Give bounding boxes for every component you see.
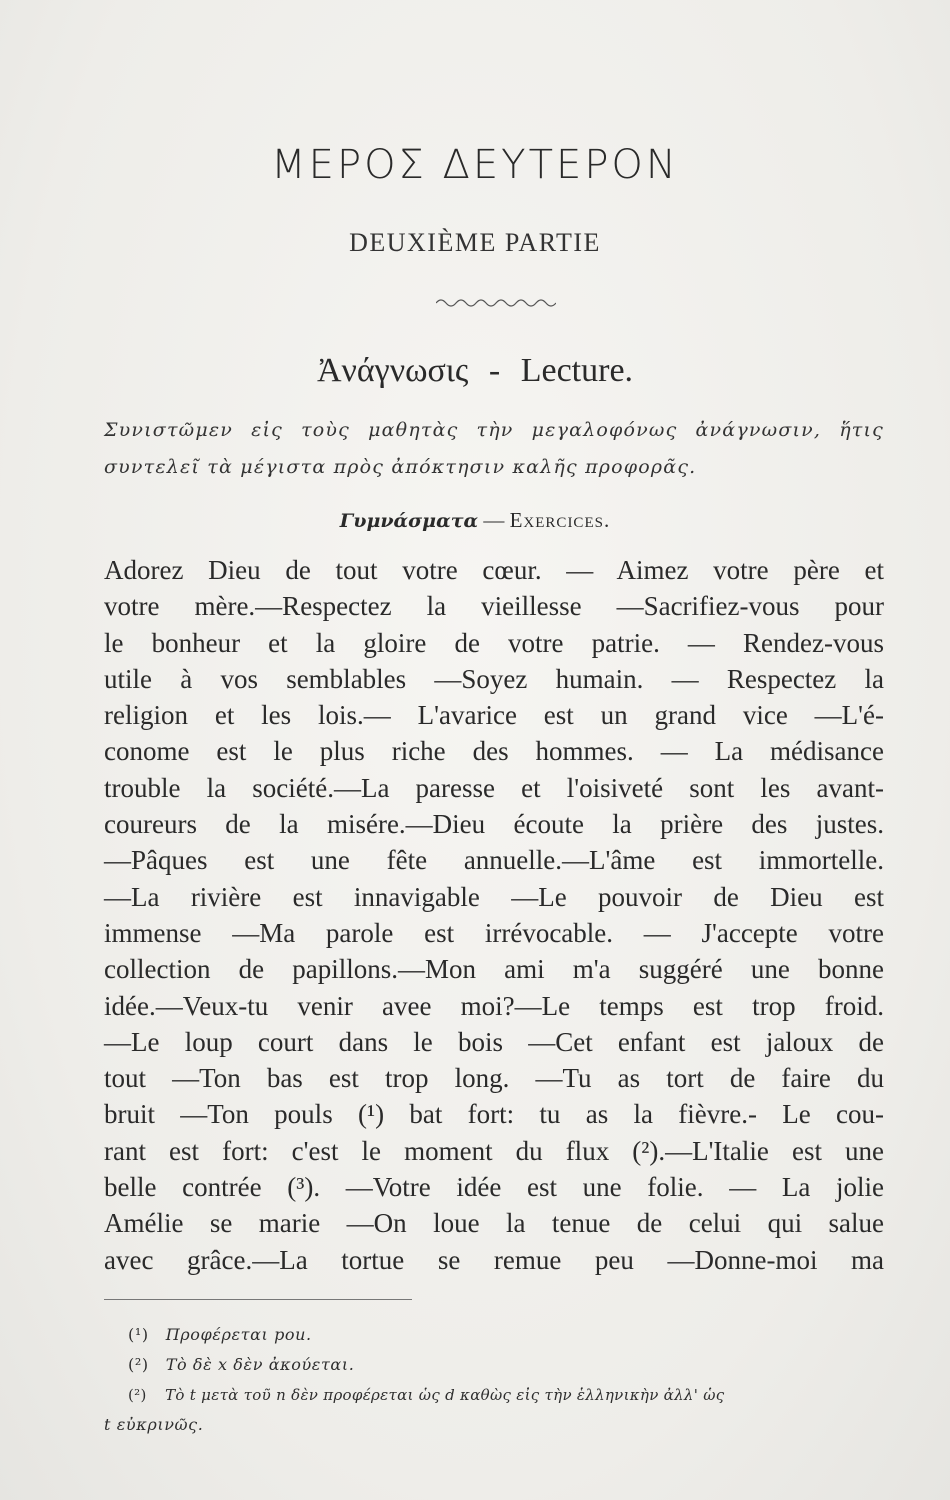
body-line: religion et les lois.— L'avarice est un grand vice —L'é-	[104, 700, 884, 731]
body-line: Adorez Dieu de tout votre cœur. — Aimez votre père et	[104, 555, 884, 585]
section-heading-greek: Ἀνάγνωσις	[316, 352, 469, 389]
body-line: avec grâce.—La tortue se remue peu —Donne-moi ma	[104, 1244, 884, 1275]
body-line: Amélie se marie —On loue la tenue de celui qui salue	[104, 1208, 884, 1239]
body-line: idée.—Veux-tu venir avee moi?—Le temps est trop froid.	[104, 990, 884, 1021]
footnote	[104, 1320, 884, 1350]
section-heading-french: Lecture.	[520, 352, 634, 389]
wavy-ornament-divider	[436, 296, 556, 310]
part-title-french: DEUXIÈME PARTIE	[349, 228, 601, 257]
exercises-heading-greek: Γυμνάσματα	[339, 510, 479, 532]
footnote-continuation-text: t εὐκρινῶς.	[104, 1415, 204, 1434]
intro-line: Συνιστῶμεν εἰς τοὺς μαθητὰς τὴν μεγαλοφόνως ἀνάγνωσιν, ἥτις	[104, 419, 884, 441]
footnote-mark: (²)	[128, 1355, 149, 1374]
intro-line: συντελεῖ τὰ μέγιστα πρὸς ἀπόκτησιν καλῆς προφορᾶς.	[104, 456, 697, 478]
footnote-mark: (²)	[128, 1386, 147, 1404]
exercises-heading-french: Exercices.	[509, 508, 611, 532]
body-line: utile à vos semblables —Soyez humain. — Respectez la	[104, 663, 884, 694]
body-line: tout —Ton bas est trop long. —Tu as tort de faire du	[104, 1063, 884, 1094]
part-title-greek: ΜΕΡΟΣ ΔΕΥΤΕΡΟΝ	[271, 142, 679, 188]
intro-paragraph	[104, 412, 884, 486]
section-heading-separator: -	[488, 352, 501, 389]
footnote	[104, 1380, 884, 1410]
body-line: conome est le plus riche des hommes. — La médisance	[104, 736, 884, 767]
body-line: rant est fort: c'est le moment du flux (²).—L'Italie est une	[104, 1135, 884, 1166]
body-line: votre mère.—Respectez la vieillesse —Sacrifiez-vous pour	[104, 591, 884, 622]
footnotes	[104, 1320, 884, 1440]
footnote-continuation	[104, 1410, 884, 1440]
body-line: —Le loup court dans le bois —Cet enfant est jaloux de	[104, 1026, 884, 1057]
footnote-text: Τὸ t μετὰ τοῦ n δὲν προφέρεται ὡς d καθὼς εἰς τὴν ἑλληνικὴν ἀλλ' ὡς	[165, 1386, 725, 1404]
body-line: belle contrée (³). —Votre idée est une folie. — La jolie	[104, 1172, 884, 1203]
footnote-divider	[104, 1299, 412, 1300]
body-line: immense —Ma parole est irrévocable. — J'accepte votre	[104, 917, 884, 948]
exercises-heading-separator: —	[483, 508, 505, 532]
body-line: trouble la société.—La paresse et l'oisiveté sont les avant-	[104, 772, 884, 803]
footnote	[104, 1350, 884, 1380]
footnote-mark: (¹)	[128, 1325, 149, 1344]
body-line: coureurs de la misére.—Dieu écoute la prière des justes.	[104, 809, 884, 840]
body-line: le bonheur et la gloire de votre patrie. — Rendez-vous	[104, 627, 884, 658]
footnote-text: Τὸ δὲ x δὲν ἀκούεται.	[165, 1355, 355, 1374]
body-line: bruit —Ton pouls (¹) bat fort: tu as la fièvre.- Le cou-	[104, 1099, 884, 1130]
body-line: —La rivière est innavigable —Le pouvoir de Dieu est	[104, 881, 884, 912]
exercises-heading	[0, 508, 950, 533]
footnote-text: Προφέρεται pou.	[165, 1325, 312, 1344]
body-line: collection de papillons.—Mon ami m'a suggéré une bonne	[104, 954, 884, 985]
body-line: —Pâques est une fête annuelle.—L'âme est immortelle.	[104, 845, 884, 876]
section-heading	[0, 352, 950, 390]
exercises-body	[104, 552, 884, 1278]
